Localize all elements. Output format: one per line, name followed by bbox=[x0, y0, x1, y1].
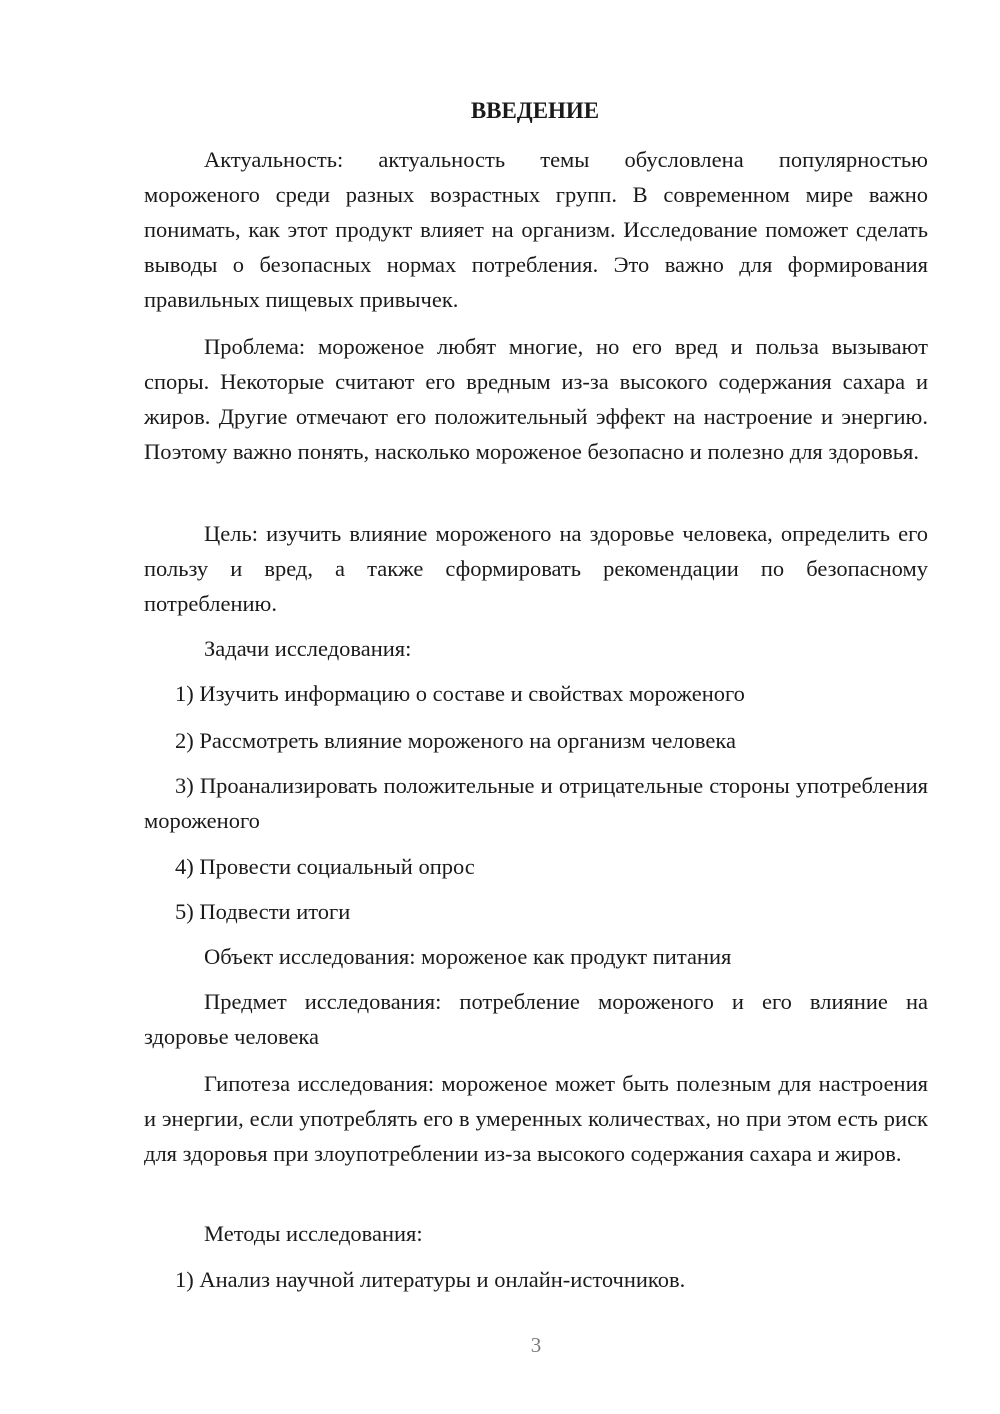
methods-heading: Методы исследования: bbox=[204, 1221, 423, 1246]
paragraph-object: Объект исследования: мороженое как продукт питания bbox=[204, 944, 732, 969]
paragraph-problem: Проблема: мороженое любят многие, но его вред и польза вызывают споры. Некоторые считают его вредным из-за высокого содержания сахара и жиров. Другие отмечают его положительный эффект на настроение и энергию. Поэтому важно понять, насколько мороженое безопасно и полезно для здоровья. bbox=[144, 334, 928, 464]
page-title: ВВЕДЕНИЕ bbox=[470, 98, 600, 123]
paragraph-relevance: Актуальность: актуальность темы обусловлена популярностью мороженого среди разных возрастных групп. В современном мире важно понимать, как этот продукт влияет на организм. Исследование поможет сделать выводы о безопасных нормах потребления. Это важно для формирования правильных пищевых привычек. bbox=[144, 147, 928, 312]
list-item: 1) Изучить информацию о составе и свойствах мороженого bbox=[175, 681, 745, 706]
paragraph-goal: Цель: изучить влияние мороженого на здоровье человека, определить его пользу и вред, а также сформировать рекомендации по безопасному потреблению. bbox=[144, 521, 928, 616]
page-number: 3 bbox=[530, 1333, 542, 1357]
paragraph-hypothesis: Гипотеза исследования: мороженое может быть полезным для настроения и энергии, если употреблять его в умеренных количествах, но при этом есть риск для здоровья при злоупотреблении из-за высокого содержания сахара и жиров. bbox=[144, 1071, 928, 1166]
list-item: 5) Подвести итоги bbox=[175, 899, 351, 924]
list-item: 1) Анализ научной литературы и онлайн-источников. bbox=[175, 1267, 686, 1292]
tasks-heading: Задачи исследования: bbox=[204, 636, 412, 661]
list-item: 3) Проанализировать положительные и отрицательные стороны употребления мороженого bbox=[144, 773, 928, 833]
list-item: 2) Рассмотреть влияние мороженого на организм человека bbox=[175, 728, 736, 753]
list-item: 4) Провести социальный опрос bbox=[175, 854, 475, 879]
paragraph-subject: Предмет исследования: потребление мороженого и его влияние на здоровье человека bbox=[144, 989, 928, 1049]
